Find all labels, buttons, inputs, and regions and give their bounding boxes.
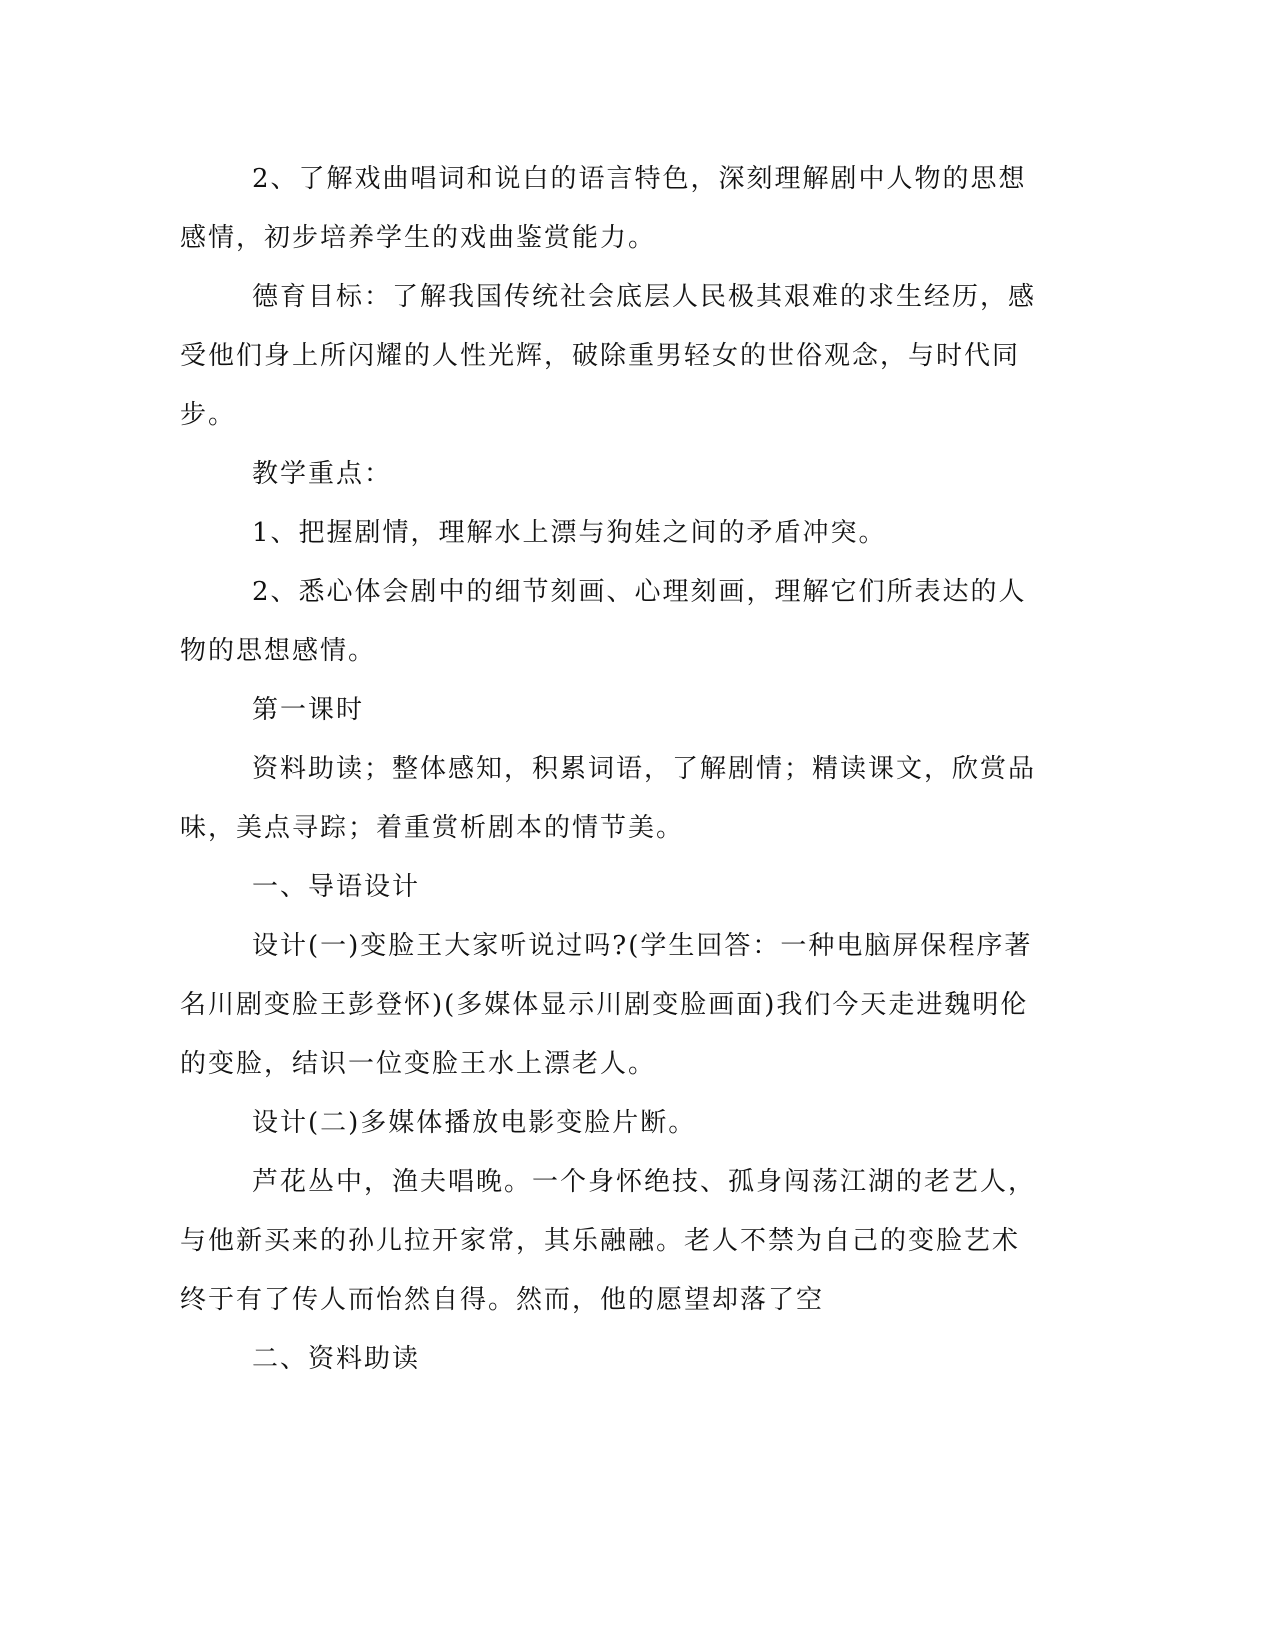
paragraph-moral-objective: 德育目标：了解我国传统社会底层人民极其艰难的求生经历，感受他们身上所闪耀的人性光辉，破除重男轻女的世俗观念，与时代同步。 [180, 282, 1037, 430]
document-body [180, 150, 1040, 1389]
paragraph-design-2: 设计(二)多媒体播放电影变脸片断。 [252, 1108, 697, 1138]
paragraph-section-reading-heading: 二、资料助读 [252, 1344, 421, 1374]
paragraph-lesson-summary: 资料助读；整体感知，积累词语，了解剧情；精读课文，欣赏品味，美点寻踪；着重赏析剧本的情节美。 [180, 754, 1037, 843]
paragraph-section-intro-heading: 一、导语设计 [252, 872, 421, 902]
paragraph-design-1: 设计(一)变脸王大家听说过吗?(学生回答：一种电脑屏保程序著名川剧变脸王彭登怀)(多媒体显示川剧变脸画面)我们今天走进魏明伦的变脸，结识一位变脸王水上漂老人。 [180, 931, 1033, 1079]
paragraph-key-point-2: 2、悉心体会剧中的细节刻画、心理刻画，理解它们所表达的人物的思想感情。 [180, 577, 1027, 666]
paragraph-key-points-heading: 教学重点： [252, 459, 393, 489]
paragraph-lesson-heading: 第一课时 [252, 695, 365, 725]
paragraph-key-point-1: 1、把握剧情，理解水上漂与狗娃之间的矛盾冲突。 [252, 518, 887, 548]
paragraph-story: 芦花丛中，渔夫唱晚。一个身怀绝技、孤身闯荡江湖的老艺人，与他新买来的孙儿拉开家常，其乐融融。老人不禁为自己的变脸艺术终于有了传人而怡然自得。然而，他的愿望却落了空 [180, 1167, 1037, 1315]
paragraph-objective-2: 2、了解戏曲唱词和说白的语言特色，深刻理解剧中人物的思想感情，初步培养学生的戏曲鉴赏能力。 [180, 164, 1027, 253]
